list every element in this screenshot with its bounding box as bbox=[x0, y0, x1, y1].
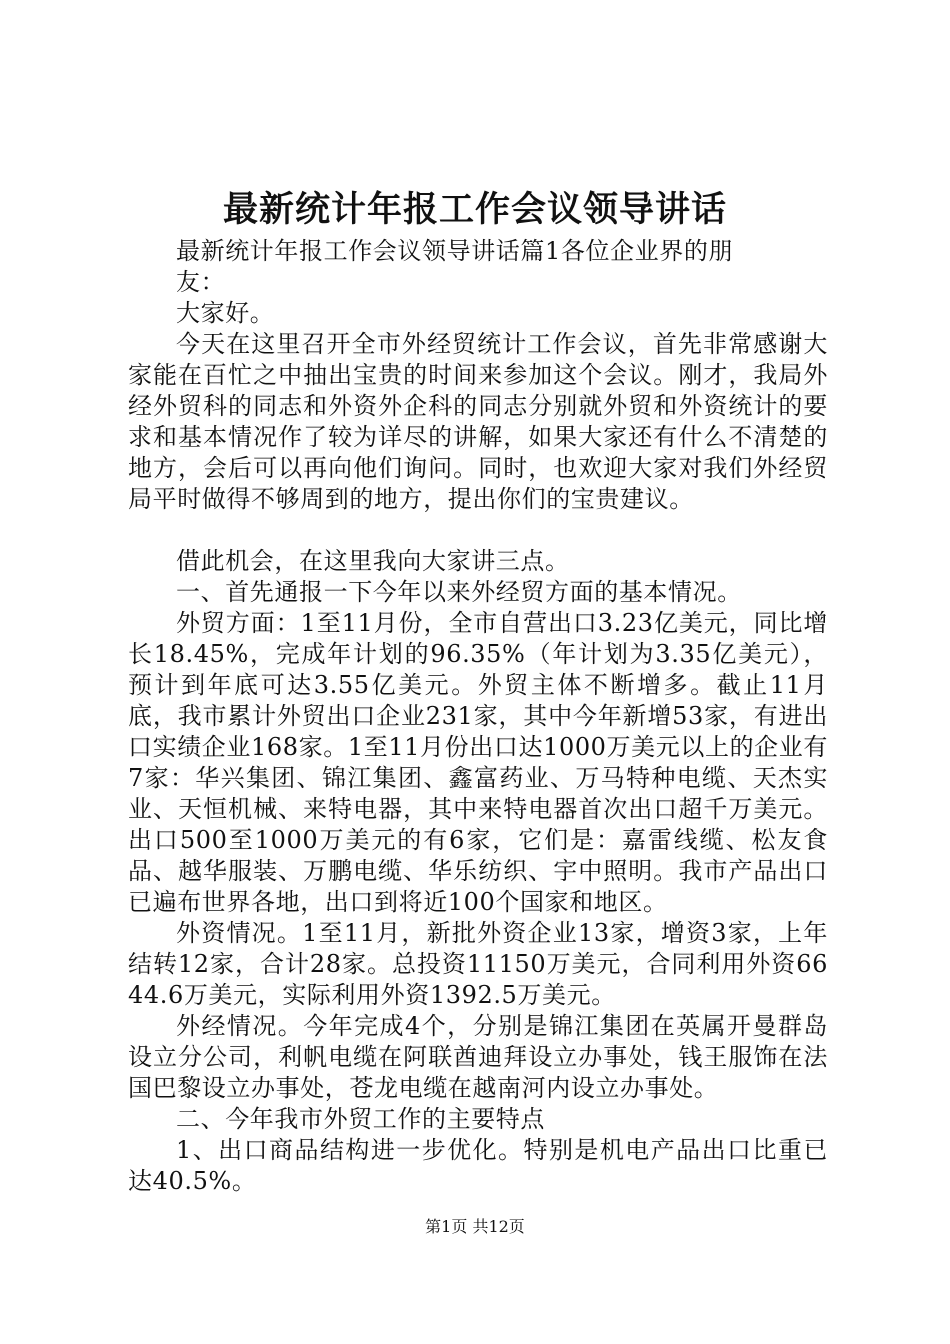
paragraph-opening: 最新统计年报工作会议领导讲话篇1各位企业界的朋友： bbox=[176, 237, 734, 296]
paragraph-intro: 今天在这里召开全市外经贸统计工作会议，首先非常感谢大家能在百忙之中抽出宝贵的时间来参加这个会议。刚才，我局外经外贸科的同志和外资外企科的同志分别就外贸和外资统计的要求和基本情况作了较为详尽的讲解，如果大家还有什么不清楚的地方，会后可以再向他们询问。同时，也欢迎大家对我们外经贸局平时做得不够周到的地方，提出你们的宝贵建议。 bbox=[128, 330, 828, 513]
paragraph-greeting: 大家好。 bbox=[176, 299, 275, 327]
document-body bbox=[128, 236, 828, 1197]
heading-section-two: 二、今年我市外贸工作的主要特点 bbox=[176, 1105, 545, 1133]
heading-section-one: 一、首先通报一下今年以来外经贸方面的基本情况。 bbox=[176, 578, 742, 606]
paragraph-point-one: 1、出口商品结构进一步优化。特别是机电产品出口比重已达40.5%。 bbox=[128, 1136, 828, 1195]
paragraph-foreign-economic: 外经情况。今年完成4个，分别是锦江集团在英属开曼群岛设立分公司，利帆电缆在阿联酋迪拜设立办事处，钱王服饰在法国巴黎设立办事处，苍龙电缆在越南河内设立办事处。 bbox=[128, 1012, 828, 1102]
document-title: 最新统计年报工作会议领导讲话 bbox=[222, 189, 727, 230]
paragraph-three-points: 借此机会，在这里我向大家讲三点。 bbox=[176, 547, 570, 575]
paragraph-foreign-investment: 外资情况。1至11月，新批外资企业13家，增资3家，上年结转12家，合计28家。总投资11150万美元，合同利用外资6644.6万美元，实际利用外资1392.5万美元。 bbox=[128, 919, 828, 1009]
paragraph-foreign-trade: 外贸方面：1至11月份，全市自营出口3.23亿美元，同比增长18.45%，完成年计划的96.35%（年计划为3.35亿美元），预计到年底可达3.55亿美元。外贸主体不断增多。截止11月底，我市累计外贸出口企业231家，其中今年新增53家，有进出口实绩企业168家。1至11月份出口达1000万美元以上的企业有7家：华兴集团、锦江集团、鑫富药业、万马特种电缆、天杰实业、天恒机械、来特电器，其中来特电器首次出口超千万美元。出口500至1000万美元的有6家，它们是：嘉雷线缆、松友食品、越华服装、万鹏电缆、华乐纺织、宇中照明。我市产品出口已遍布世界各地，出口到将近100个国家和地区。 bbox=[128, 609, 828, 916]
page-number: 第1页 共12页 bbox=[425, 1217, 525, 1236]
